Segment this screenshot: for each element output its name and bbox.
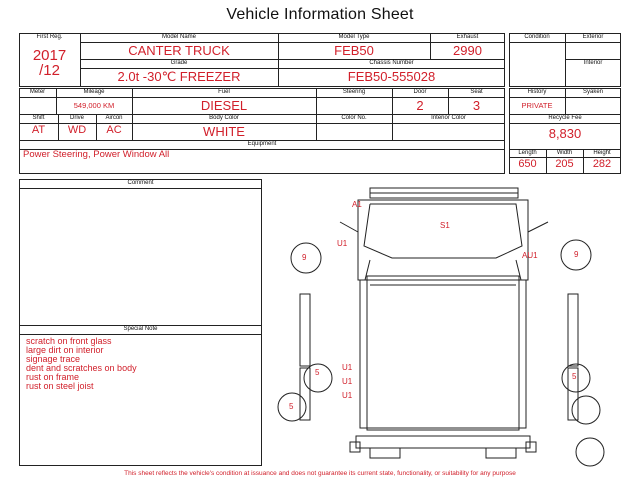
- special-note-item: scratch on front glass: [26, 336, 112, 346]
- color-no-label: Color No.: [341, 115, 367, 121]
- equipment-value: Power Steering, Power Window All: [23, 149, 170, 160]
- damage-code-a1: A1: [352, 200, 362, 209]
- disclaimer-footer: This sheet reflects the vehicle's condition at issuance and does not guarantee its current state, functionality, or suitability for any purpose: [124, 470, 516, 477]
- interior-color-label: Interior Color: [431, 115, 466, 121]
- special-note-item: signage trace: [26, 354, 81, 364]
- special-note-label: Special Note: [123, 326, 158, 332]
- syaken-label: Syaken: [582, 89, 603, 95]
- damage-code-u1-mid1: U1: [342, 363, 353, 372]
- recycle-value: 8,830: [548, 126, 582, 141]
- cargo-body: [360, 280, 526, 428]
- exterior-label: Exterior: [582, 34, 604, 40]
- damage-code-s1: S1: [440, 221, 450, 230]
- damage-circle-rear-right-lower: [572, 396, 600, 424]
- model-name-value: CANTER TRUCK: [128, 43, 230, 58]
- vehicle-diagram: [270, 180, 630, 470]
- history-value: PRIVATE: [521, 101, 553, 110]
- special-note-item: large dirt on interior: [26, 345, 104, 355]
- circle-value-front-left: 9: [302, 253, 307, 262]
- drive-value: WD: [67, 124, 87, 136]
- drive-label: Drive: [69, 115, 84, 121]
- circle-value-rear-left-lower: 5: [289, 402, 294, 411]
- interior-label: Interior: [583, 60, 603, 66]
- length-label: Length: [518, 150, 537, 156]
- special-note-list: [26, 337, 256, 391]
- height-label: Height: [593, 150, 611, 156]
- damage-code-u1-top: U1: [337, 239, 348, 248]
- damage-code-u1-mid2: U1: [342, 377, 353, 386]
- model-type-value: FEB50: [334, 43, 374, 58]
- circle-value-rear-left-upper: 5: [315, 368, 320, 377]
- left-side-panel-1: [300, 294, 310, 366]
- first-reg-year: 2017: [32, 47, 67, 64]
- aircon-label: Aircon: [105, 115, 123, 121]
- condition-label: Condition: [524, 34, 550, 40]
- width-label: Width: [556, 150, 573, 156]
- cab-outline: [358, 200, 528, 280]
- cab-inner-window: [364, 204, 522, 258]
- door-label: Door: [413, 89, 427, 95]
- steering-label: Steering: [342, 89, 366, 95]
- circle-value-front-right: 9: [574, 250, 579, 259]
- damage-circle-bottom-right: [576, 438, 604, 466]
- grade-label: Grade: [170, 60, 188, 66]
- damage-code-u1-mid3: U1: [342, 391, 353, 400]
- model-name-label: Model Name: [161, 34, 196, 40]
- first-reg-month: /12: [39, 62, 60, 79]
- chassis-value: FEB50-555028: [347, 69, 436, 84]
- seat-label: Seat: [470, 89, 483, 95]
- shift-value: AT: [31, 124, 46, 136]
- comment-label: Comment: [127, 180, 154, 186]
- body-color-label: Body Color: [209, 115, 239, 121]
- grade-value: 2.0t -30℃ FREEZER: [117, 69, 241, 84]
- door-value: 2: [416, 98, 424, 113]
- shift-label: Shift: [32, 115, 45, 121]
- fuel-label: Fuel: [218, 89, 230, 95]
- page-title: Vehicle Information Sheet: [226, 6, 414, 23]
- mileage-label: Mileage: [83, 89, 105, 95]
- rear-bumper: [356, 436, 530, 448]
- length-value: 650: [518, 158, 537, 170]
- special-note-item: dent and scratches on body: [26, 363, 137, 373]
- exhaust-label: Exhaust: [456, 34, 479, 40]
- chassis-label: Chassis Number: [369, 60, 414, 66]
- first-reg-label: First Reg.: [36, 34, 63, 40]
- right-side-panel-1: [568, 294, 578, 366]
- body-color-value: WHITE: [203, 124, 245, 139]
- comment-box: [19, 179, 262, 466]
- meter-label: Meter: [29, 89, 46, 95]
- special-note-item: rust on frame: [26, 372, 80, 382]
- history-label: History: [527, 89, 547, 95]
- model-type-label: Model Type: [338, 34, 370, 40]
- special-note-item: rust on steel joist: [26, 381, 94, 391]
- fuel-value: DIESEL: [200, 98, 248, 113]
- width-value: 205: [555, 158, 574, 170]
- mileage-value: 549,000 KM: [73, 101, 115, 110]
- seat-value: 3: [472, 98, 481, 113]
- recycle-label: Recycle Fee: [548, 115, 582, 121]
- exhaust-value: 2990: [453, 43, 482, 58]
- equipment-label: Equipment: [247, 141, 277, 147]
- damage-code-au1: AU1: [522, 251, 538, 260]
- circle-value-rear-right-upper: 5: [572, 372, 577, 381]
- height-value: 282: [592, 158, 612, 170]
- aircon-value: AC: [106, 124, 122, 136]
